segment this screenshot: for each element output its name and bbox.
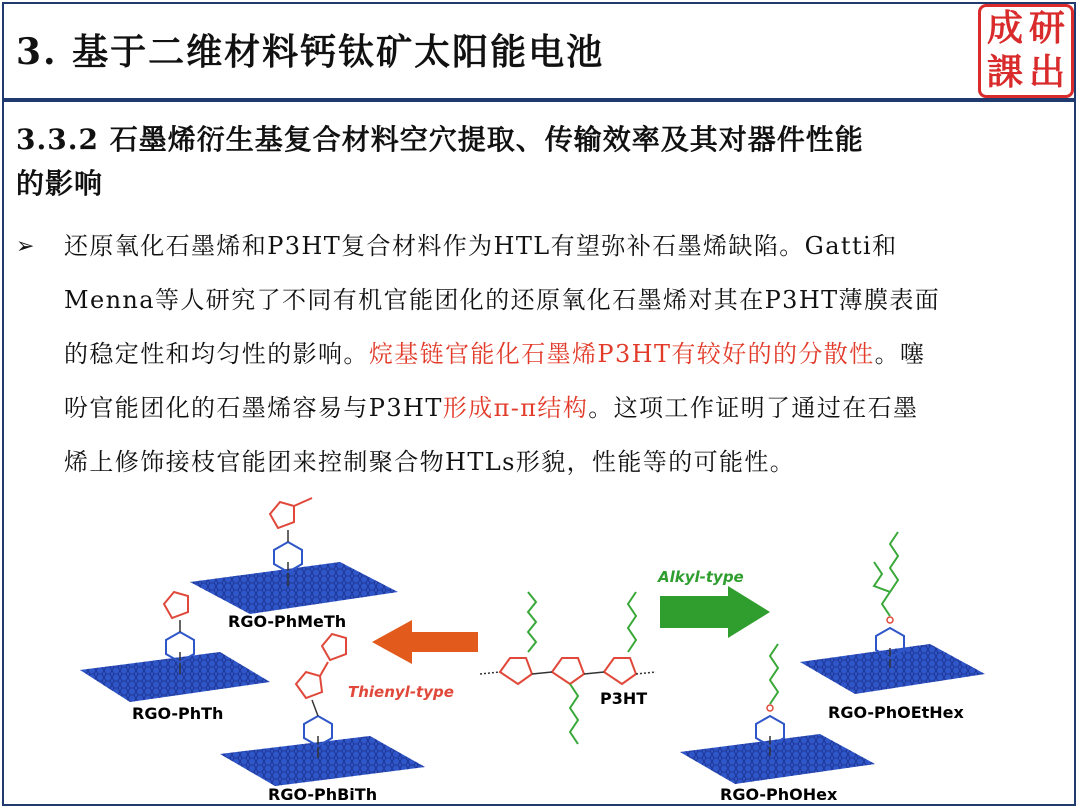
alkyl-arrow-icon [660,586,770,638]
figure-svg [80,492,1000,806]
thiophene-ring [500,658,532,684]
thiophene-ring [164,592,188,618]
body-text: 吩官能团化的石墨烯容易与P3HT [64,394,443,422]
subtitle-line: 的影响 [16,167,104,200]
logo-glyph: 研 [1029,8,1066,49]
label-phth: RGO-PhTh [132,704,224,723]
alkyl-chain [874,562,890,616]
label-phohex: RGO-PhOHex [720,785,838,804]
title-divider [4,98,1074,102]
highlight-text: 烷基链官能化石墨烯P3HT有较好的的分散性 [368,340,875,368]
section-subtitle [16,118,1066,206]
linker-bond [584,672,604,674]
alkyl-chain [570,684,578,744]
logo-glyph: 課 [987,52,1024,93]
chemistry-figure [80,492,1000,806]
label-thienyl-type: Thienyl-type [348,683,454,701]
thiophene-ring [552,658,584,684]
graphene-mesh [800,644,985,694]
body-line: 烯上修饰接枝官能团来控制聚合物HTLs形貌，性能等的可能性。 [64,448,796,476]
linker-bond [480,672,500,674]
linker-bond [320,662,328,676]
thienyl-arrow-icon [372,620,478,664]
p3ht-molecule [480,592,656,744]
body-text: 的稳定性和均匀性的影响。 [64,340,369,368]
page-title: 3. 基于二维材料钙钛矿太阳能电池 [16,31,605,73]
body-text: 。噻 [874,340,926,368]
label-alkyl-type: Alkyl-type [658,568,744,586]
alkyl-chain [770,644,778,704]
label-phmeth: RGO-PhMeTh [228,612,347,631]
label-phbith: RGO-PhBiTh [268,785,378,804]
thiophene-ring [296,672,322,698]
highlight-text: 形成π-π结构 [442,394,589,422]
methyl-bond [294,498,312,506]
thiophene-ring [604,658,636,684]
label-p3ht: P3HT [600,689,648,708]
body-line: 还原氧化石墨烯和P3HT复合材料作为HTL有望弥补石墨烯缺陷。Gatti和 [64,232,898,260]
body-line: Menna等人研究了不同有机官能团化的还原氧化石墨烯对其在P3HT薄膜表面 [64,286,941,314]
body-line [64,388,918,423]
logo-glyph: 成 [987,8,1024,49]
title-bar [4,4,964,96]
alkyl-chain [890,532,898,592]
thiophene-ring [322,634,346,660]
bullet-arrow-icon: ➢ [16,234,35,259]
oxygen-atom [887,617,893,623]
body-text: 。这项工作证明了通过在石墨 [588,394,919,422]
alkyl-chain [528,592,536,652]
label-phoethex: RGO-PhOEtHex [828,703,964,722]
oxygen-atom [767,705,773,711]
alkyl-chain [628,592,636,652]
subtitle-line: 3.3.2 石墨烯衍生基复合材料空穴提取、传输效率及其对器件性能 [16,123,864,156]
linker-bond [532,672,552,674]
logo-seal [978,4,1074,98]
linker-bond [636,672,656,674]
linker-bond [312,700,318,716]
body-line [64,334,925,369]
thiophene-ring [270,502,294,528]
graphene-mesh [190,562,398,614]
logo-glyph: 出 [1029,52,1066,93]
